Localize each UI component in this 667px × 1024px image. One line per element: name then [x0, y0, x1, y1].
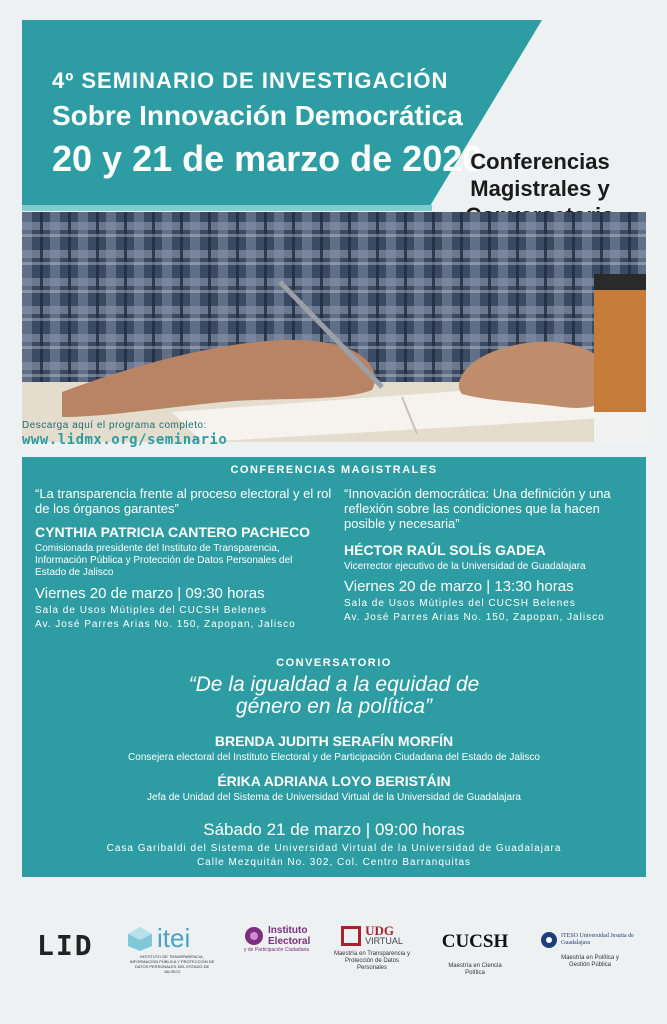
program-link[interactable]: www.lidmx.org/seminario	[22, 432, 228, 448]
header-accent-bar	[22, 205, 432, 211]
iepc-icon	[244, 925, 264, 947]
conversatorio-title: “De la igualdad a la equidad de género en la política”	[188, 673, 480, 718]
lid-logo	[37, 929, 94, 962]
hero-photo	[22, 212, 646, 442]
conference-right-venue-1: Sala de Usos Mútiples del CUCSH Belenes	[344, 598, 576, 609]
conversatorio-datetime: Sábado 21 de marzo | 09:00 horas	[203, 820, 465, 839]
udg-sub-text: VIRTUAL	[365, 936, 403, 946]
writing-hand-illustration	[22, 212, 646, 442]
conversatorio-role-2: Jefa de Unidad del Sistema de Universidad Virtual de la Universidad de Guadalajara	[147, 792, 521, 803]
conversatorio-venue-2: Calle Mezquitán No. 302, Col. Centro Barranquitas	[196, 857, 472, 868]
conference-left-venue-2: Av. José Parres Arias No. 150, Zapopan, Jalisco	[35, 619, 296, 630]
iepc-line-3: y de Participación Ciudadana	[244, 947, 310, 953]
conference-left-role: Comisionada presidente del Instituto de Transparencia, Información Pública y Protección de Datos Personales del Estado de Jalisco	[35, 543, 293, 578]
cucsh-caption: Maestría en Ciencia Política	[448, 963, 502, 976]
itei-icon	[127, 926, 153, 952]
cucsh-text: CUCSH	[441, 931, 509, 952]
itei-caption: INSTITUTO DE TRANSPARENCIA, INFORMACIÓN PÚBLICA Y PROTECCIÓN DE DATOS PERSONALES DEL ESTADO DE JALISCO	[129, 954, 215, 974]
subtitle-line-1: Conferencias	[470, 149, 610, 174]
cucsh-logo	[430, 931, 520, 977]
conference-left-speaker: CYNTHIA PATRICIA CANTERO PACHECO	[35, 524, 311, 540]
conference-left-datetime: Viernes 20 de marzo | 09:30 horas	[35, 585, 265, 602]
itei-logo	[127, 923, 217, 974]
seminar-theme: Sobre Innovación Democrática	[52, 100, 463, 131]
conversatorio-speaker-2: ÉRIKA ADRIANA LOYO BERISTÁIN	[217, 773, 451, 789]
conference-left-title: “La transparencia frente al proceso electoral y el rol de los órganos garantes”	[35, 486, 332, 516]
conversatorio-role-1: Consejera electoral del Instituto Electoral y de Participación Ciudadana del Estado de Jalisco	[128, 752, 540, 763]
conference-right-title: “Innovación democrática: Una definición y una reflexión sobre las condiciones que la hacen posible y necesaria”	[344, 486, 611, 531]
conference-right-venue-2: Av. José Parres Arias No. 150, Zapopan, Jalisco	[344, 612, 605, 623]
iteso-text: ITESO Universidad Jesuita de Guadalajara	[561, 933, 634, 946]
conference-right-role: Vicerrector ejecutivo de la Universidad de Guadalajara	[344, 561, 586, 572]
conversatorio-heading: CONVERSATORIO	[276, 657, 392, 669]
iteso-caption: Maestría en Política y Gestión Pública	[561, 955, 619, 968]
udg-virtual-logo	[332, 925, 412, 972]
udg-text: UDG	[365, 923, 394, 938]
itei-logo-text: itei	[157, 923, 191, 953]
iteso-logo	[540, 931, 640, 969]
conversatorio-speaker-1: BRENDA JUDITH SERAFÍN MORFÍN	[214, 733, 454, 749]
iepc-line-2: Electoral	[268, 936, 311, 947]
conference-right-speaker: HÉCTOR RAÚL SOLÍS GADEA	[344, 542, 546, 558]
subtitle-line-2: Magistrales y	[470, 176, 610, 201]
seminar-dates: 20 y 21 de marzo de 2020	[52, 138, 483, 179]
conference-left-venue-1: Sala de Usos Mútiples del CUCSH Belenes	[35, 605, 267, 616]
lid-logo-text: LID	[37, 929, 94, 962]
udg-icon	[341, 926, 361, 946]
iteso-icon	[540, 931, 558, 949]
iepc-logo	[244, 925, 319, 953]
conference-right-datetime: Viernes 20 de marzo | 13:30 horas	[344, 578, 574, 595]
conversatorio-venue-1: Casa Garibaldi del Sistema de Universidad Virtual de la Universidad de Guadalajara	[106, 843, 562, 854]
sponsor-logos	[22, 915, 646, 1005]
iepc-line-1: Instituto	[268, 925, 308, 936]
udg-caption: Maestría en Transparencia y Protección de Datos Personales	[333, 951, 411, 971]
seminar-edition: 4º SEMINARIO DE INVESTIGACIÓN	[52, 68, 449, 93]
download-label: Descarga aquí el programa completo:	[22, 420, 207, 431]
conferencias-heading: CONFERENCIAS MAGISTRALES	[230, 464, 438, 476]
